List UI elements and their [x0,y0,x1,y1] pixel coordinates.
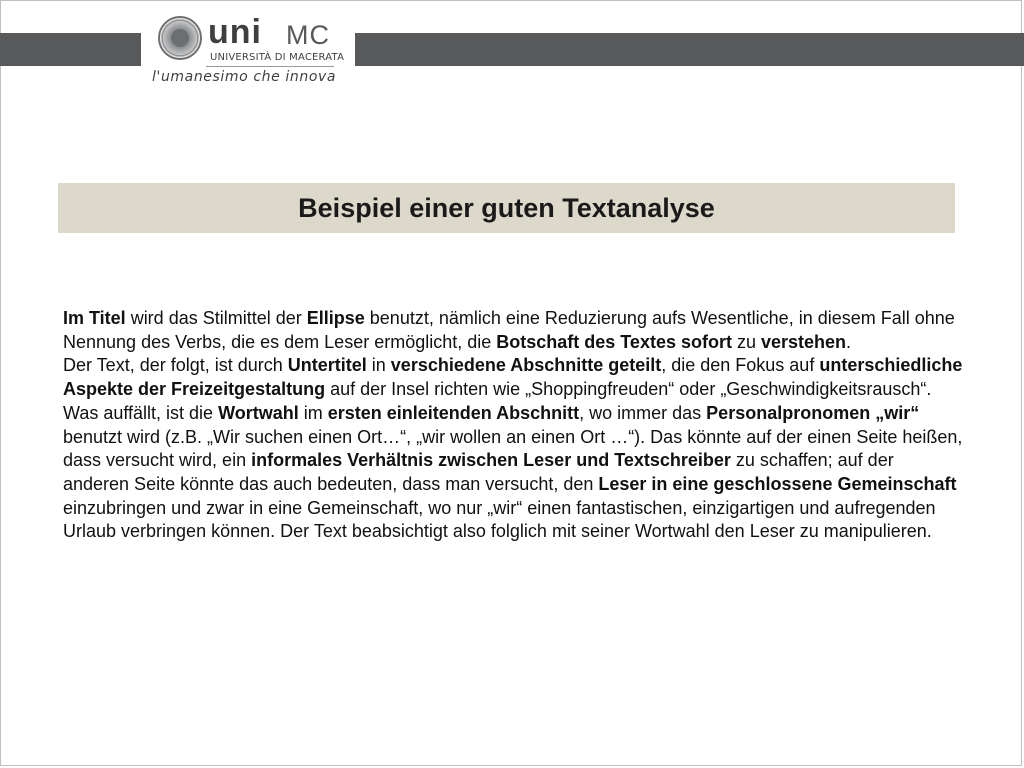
bold-text-run: Personalpronomen „wir“ [706,402,920,423]
logo-divider [206,66,334,67]
bold-text-run: unterschiedliche Aspekte der Freizeitgestaltung [63,355,963,400]
bold-text-run: informales Verhältnis zwischen Leser und Textschreiber [251,450,731,471]
bold-text-run: Untertitel [287,355,367,376]
text-run: im [298,402,328,423]
bold-text-run: verstehen [760,331,847,352]
text-run: zu [731,331,761,352]
logo-tagline: l'umanesimo che innova [152,69,337,85]
university-seal-icon [158,16,202,60]
slide-title: Beispiel einer guten Textanalyse [298,192,715,223]
logo-uni-text: uni [208,13,262,51]
bold-text-run: Botschaft des Textes sofort [496,331,732,352]
header-bar-left [0,33,141,66]
text-run: benutzt wird (z.B. „Wir suchen einen Ort…“, „wir wollen an einen Ort …“). Das könnte auf der einen Seite heißen, dass versucht wird, ein [63,426,963,471]
bold-text-run: Im Titel [63,308,126,328]
text-run: Der Text, der folgt, ist durch [63,355,288,376]
bold-text-run: verschiedene Abschnitte geteilt [390,355,662,376]
text-run: , wo immer das [579,402,707,423]
paragraph-structure-analysis [63,354,963,401]
text-run: benutzt, nämlich eine Reduzierung aufs Wesentliche, in diesem Fall ohne Nennung des Verbs, die es dem Leser ermöglicht, die [63,308,955,352]
bold-text-run: Ellipse [306,308,365,328]
bold-text-run: Leser in eine geschlossene Gemeinschaft [598,473,957,494]
text-run: auf der Insel richten wie „Shoppingfreuden“ oder „Geschwindigkeitsrausch“. [325,379,932,400]
bold-text-run: Wortwahl [218,402,299,423]
text-run: zu schaffen; auf der anderen Seite könnte das auch bedeuten, dass man versucht, den [63,450,894,494]
text-run: , die den Fokus auf [661,355,820,376]
header-bar-right [355,33,1024,66]
bold-text-run: ersten einleitenden Abschnitt [327,402,580,423]
text-run: wird das Stilmittel der [125,308,307,328]
text-run: Was auffällt, ist die [63,402,219,423]
analysis-text [63,307,963,544]
text-run: in [366,355,391,376]
text-run: . [846,331,852,352]
title-band [58,183,955,233]
paragraph-title-analysis [63,307,963,354]
paragraph-word-choice-analysis [63,402,963,544]
logo-mc-text: MC [286,20,330,50]
text-run: einzubringen und zwar in eine Gemeinschaft, wo nur „wir“ einen fantastischen, einzigartigen und aufregenden Urlaub verbringen können. Der Text beabsichtigt also folglich mit seiner Wortwahl den Leser zu manipulieren. [63,497,936,542]
logo-subtitle: UNIVERSITÀ DI MACERATA [210,52,345,63]
